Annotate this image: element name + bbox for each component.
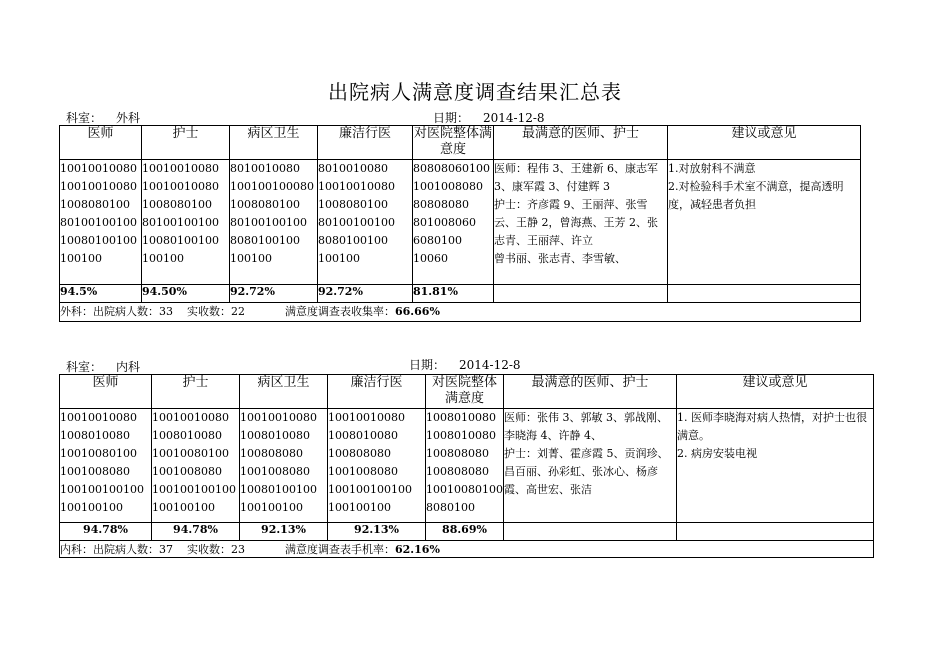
score-cell: 10010010080 <box>142 180 219 193</box>
survey-table-surgery <box>59 125 861 322</box>
rate-integrity: 92.72% <box>318 285 413 303</box>
dept-name: 外科 <box>116 111 141 125</box>
score-cell: 1001008080 <box>152 465 222 478</box>
collection-rate: 66.66% <box>395 305 440 318</box>
received-label: 实收数： <box>187 305 231 318</box>
score-cell: 10010010080 <box>60 180 137 193</box>
col-header-integrity: 廉洁行医 <box>318 126 413 160</box>
score-cell: 1008010080 <box>426 429 496 442</box>
dept-name: 内科 <box>116 360 141 374</box>
header-row <box>60 126 861 160</box>
score-cell: 100100100 <box>328 501 391 514</box>
score-cell: 1008010080 <box>328 429 398 442</box>
scores-physician <box>60 409 152 523</box>
col-header-overall: 对医院整体满意度 <box>426 375 504 409</box>
survey-table-internal <box>59 374 874 558</box>
score-cell: 100100100 <box>240 501 303 514</box>
suggestion-item: 1. 医师李晓海对病人热情，对护士也很满意。 <box>677 411 867 442</box>
score-cell: 6080100 <box>413 234 462 247</box>
score-cell: 801008060 <box>413 216 476 229</box>
dept-label: 科室： <box>66 360 103 374</box>
score-cell: 10060 <box>413 252 448 265</box>
date-label: 日期： <box>433 111 470 125</box>
suggestion-item: 2. 病房安装电视 <box>677 447 757 460</box>
score-cell: 1008080100 <box>60 198 130 211</box>
scores-nurse <box>142 160 230 285</box>
col-header-nurse: 护士 <box>142 126 230 160</box>
score-cell: 1001008080 <box>60 465 130 478</box>
score-cell: 1008010080 <box>152 429 222 442</box>
score-cell: 80808060100 <box>413 162 490 175</box>
collection-rate-label: 满意度调查表手机率： <box>285 543 395 556</box>
rate-ward-hygiene: 92.13% <box>240 523 328 541</box>
suggestion-item: 1.对放射科不满意 <box>668 162 756 175</box>
rate-overall: 81.81% <box>413 285 494 303</box>
suggestion-item: 2.对检验科手术室不满意，提高透明度，减轻患者负担 <box>668 180 844 211</box>
footer-row <box>60 303 861 322</box>
scores-nurse <box>152 409 240 523</box>
score-cell: 1008080100 <box>142 198 212 211</box>
score-cell: 1008080100 <box>318 198 388 211</box>
col-header-suggestions: 建议或意见 <box>677 375 874 409</box>
empty-cell <box>668 285 861 303</box>
favorites-cell <box>494 160 668 285</box>
score-cell: 8080100100 <box>230 234 300 247</box>
rates-row <box>60 285 861 303</box>
score-cell: 80100100100 <box>60 216 137 229</box>
footer-summary <box>60 541 874 558</box>
rate-integrity: 92.13% <box>328 523 426 541</box>
score-cell: 1008010080 <box>60 429 130 442</box>
score-cell: 10010010080 <box>328 411 405 424</box>
score-cell: 10010010080 <box>60 411 137 424</box>
empty-cell <box>494 285 668 303</box>
date-info <box>409 356 521 373</box>
scores-integrity <box>328 409 426 523</box>
score-cell: 1001008080 <box>413 180 483 193</box>
date-label: 日期： <box>409 358 446 372</box>
score-cell: 100100 <box>230 252 272 265</box>
col-header-nurse: 护士 <box>152 375 240 409</box>
score-cell: 100100 <box>142 252 184 265</box>
score-cell: 1008010080 <box>240 429 310 442</box>
col-header-physician: 医师 <box>60 126 142 160</box>
score-cell: 10010010080 <box>240 411 317 424</box>
score-cell: 10010080100 <box>60 447 137 460</box>
score-cell: 1001008080 <box>240 465 310 478</box>
favorites-nurses: 护士：刘菁、霍彦霞 5、贡润珍、昌百丽、孙彩虹、张冰心、杨彦霞、高世宏、张洁 <box>504 447 669 496</box>
discharged-label: 内科：出院病人数： <box>60 543 159 556</box>
empty-cell <box>504 523 677 541</box>
scores-row <box>60 409 874 523</box>
col-header-overall: 对医院整体满意度 <box>413 126 494 160</box>
scores-ward-hygiene <box>230 160 318 285</box>
rate-ward-hygiene: 92.72% <box>230 285 318 303</box>
received-count: 23 <box>231 543 245 556</box>
favorites-cell <box>504 409 677 523</box>
score-cell: 10010010080 <box>142 162 219 175</box>
score-cell: 10010080100 <box>426 483 503 496</box>
scores-row <box>60 160 861 285</box>
col-header-ward-hygiene: 病区卫生 <box>240 375 328 409</box>
dept-info <box>66 109 140 126</box>
favorites-nurses: 护士：齐彦霞 9、王丽萍、张雪云、王静 2，曾海燕、王芳 2、张志青、王丽萍、许立 <box>494 198 658 247</box>
score-cell: 100100100080 <box>230 180 314 193</box>
score-cell: 10080100100 <box>142 234 219 247</box>
discharged-count: 33 <box>159 305 173 318</box>
score-cell: 100100 <box>60 252 102 265</box>
score-cell: 1001008080 <box>328 465 398 478</box>
footer-row <box>60 541 874 558</box>
scores-integrity <box>318 160 413 285</box>
score-cell: 8010010080 <box>230 162 300 175</box>
col-header-integrity: 廉洁行医 <box>328 375 426 409</box>
favorites-extra: 曾书丽、张志青、李雪敏、 <box>494 252 626 265</box>
suggestions-cell <box>668 160 861 285</box>
score-cell: 100808080 <box>426 447 489 460</box>
score-cell: 80100100100 <box>142 216 219 229</box>
score-cell: 10010010080 <box>60 162 137 175</box>
col-header-ward-hygiene: 病区卫生 <box>230 126 318 160</box>
scores-ward-hygiene <box>240 409 328 523</box>
discharged-count: 37 <box>159 543 173 556</box>
dept-label: 科室： <box>66 111 103 125</box>
score-cell: 10010010080 <box>318 180 395 193</box>
rates-row <box>60 523 874 541</box>
score-cell: 8080100100 <box>318 234 388 247</box>
rate-overall: 88.69% <box>426 523 504 541</box>
score-cell: 8080100 <box>426 501 475 514</box>
score-cell: 10080100100 <box>60 234 137 247</box>
date-value: 2014-12-8 <box>483 111 545 125</box>
collection-rate: 62.16% <box>395 543 440 556</box>
dept-info <box>66 358 140 375</box>
header-row <box>60 375 874 409</box>
score-cell: 10010080100 <box>152 447 229 460</box>
scores-overall <box>413 160 494 285</box>
score-cell: 1008080100 <box>230 198 300 211</box>
received-count: 22 <box>231 305 245 318</box>
score-cell: 100100100100 <box>328 483 412 496</box>
date-value: 2014-12-8 <box>459 358 521 372</box>
page-title: 出院病人满意度调查结果汇总表 <box>328 80 622 104</box>
received-label: 实收数： <box>187 543 231 556</box>
suggestions-cell <box>677 409 874 523</box>
rate-physician: 94.5% <box>60 285 142 303</box>
score-cell: 100808080 <box>426 465 489 478</box>
discharged-label: 外科：出院病人数： <box>60 305 159 318</box>
score-cell: 100100100100 <box>152 483 236 496</box>
score-cell: 10080100100 <box>240 483 317 496</box>
favorites-physicians: 医师：程伟 3、王建新 6、康志军 3、康军霞 3、付建辉 3 <box>494 162 658 193</box>
score-cell: 10010010080 <box>152 411 229 424</box>
col-header-physician: 医师 <box>60 375 152 409</box>
score-cell: 80100100100 <box>230 216 307 229</box>
score-cell: 100100100 <box>60 501 123 514</box>
collection-rate-label: 满意度调查表收集率： <box>285 305 395 318</box>
score-cell: 80808080 <box>413 198 469 211</box>
rate-nurse: 94.50% <box>142 285 230 303</box>
scores-overall <box>426 409 504 523</box>
score-cell: 100808080 <box>240 447 303 460</box>
scores-physician <box>60 160 142 285</box>
score-cell: 100808080 <box>328 447 391 460</box>
col-header-favorites: 最满意的医师、护士 <box>504 375 677 409</box>
score-cell: 8010010080 <box>318 162 388 175</box>
score-cell: 100100100100 <box>60 483 144 496</box>
score-cell: 1008010080 <box>426 411 496 424</box>
rate-nurse: 94.78% <box>152 523 240 541</box>
footer-summary <box>60 303 861 322</box>
date-info <box>433 109 545 126</box>
col-header-favorites: 最满意的医师、护士 <box>494 126 668 160</box>
score-cell: 100100100 <box>152 501 215 514</box>
col-header-suggestions: 建议或意见 <box>668 126 861 160</box>
score-cell: 80100100100 <box>318 216 395 229</box>
favorites-physicians: 医师：张伟 3、郭敏 3、郭战刚、李晓海 4、许静 4、 <box>504 411 668 442</box>
rate-physician: 94.78% <box>60 523 152 541</box>
empty-cell <box>677 523 874 541</box>
score-cell: 100100 <box>318 252 360 265</box>
